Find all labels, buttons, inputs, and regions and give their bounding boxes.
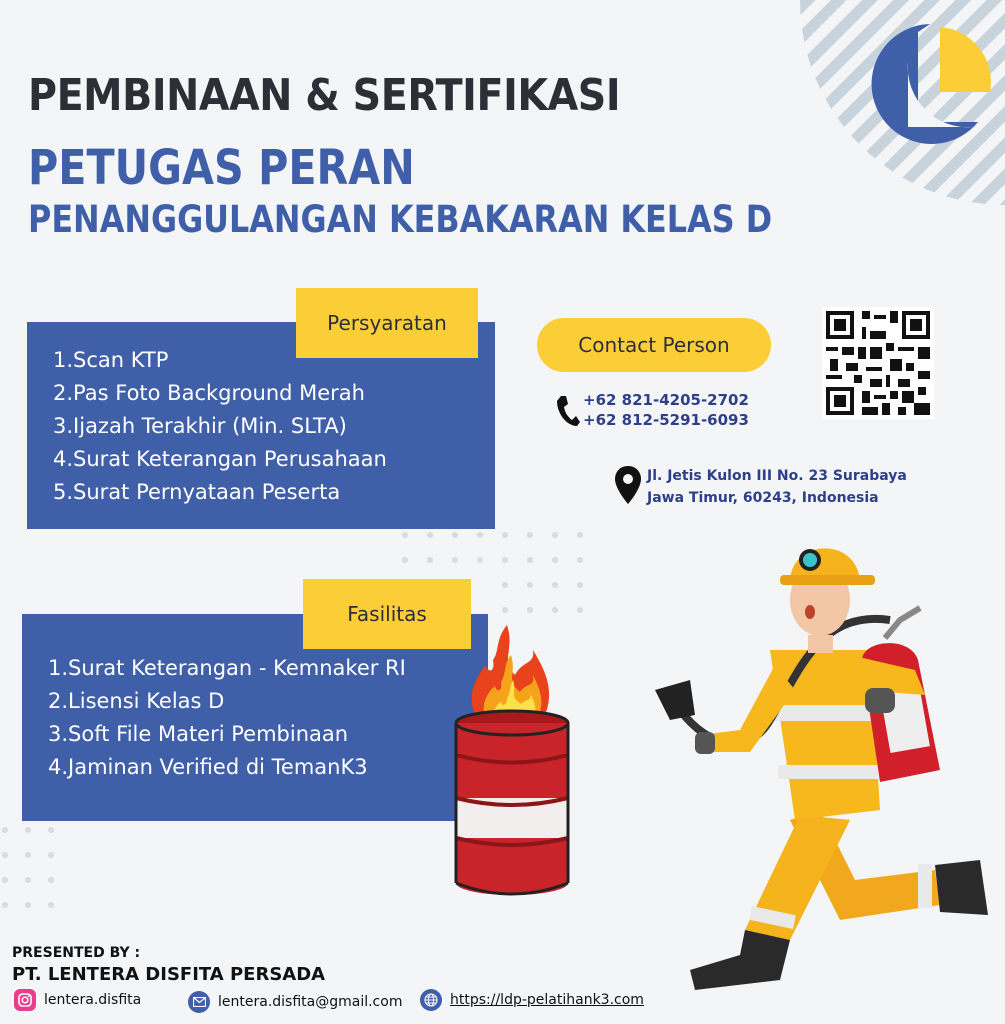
instagram-link[interactable] [14, 989, 141, 1011]
phone-number-1: +62 821-4205-2702 [583, 391, 749, 409]
location-pin-icon [614, 465, 642, 505]
page-subtitle: PETUGAS PERAN [28, 140, 415, 196]
dots-decoration-left [0, 825, 60, 925]
presented-by-label: PRESENTED BY : [12, 945, 141, 961]
phone-icon [555, 394, 581, 428]
email-link[interactable] [188, 991, 402, 1013]
persyaratan-tag: Persyaratan [296, 288, 478, 358]
list-item: 4.Surat Keterangan Perusahaan [53, 447, 387, 471]
website-url: https://ldp-pelatihank3.com [450, 992, 644, 1008]
list-item: 2.Pas Foto Background Merah [53, 381, 365, 405]
firefighter-icon [650, 520, 995, 1010]
address-line-2: Jawa Timur, 60243, Indonesia [647, 490, 879, 506]
page-title: PEMBINAAN & SERTIFIKASI [28, 70, 621, 121]
email-address: lentera.disfita@gmail.com [218, 994, 403, 1010]
list-item: 2.Lisensi Kelas D [48, 689, 225, 713]
list-item: 5.Surat Pernyataan Peserta [53, 480, 341, 504]
list-item: 3.Ijazah Terakhir (Min. SLTA) [53, 414, 347, 438]
list-item: 1.Surat Keterangan - Kemnaker RI [48, 656, 406, 680]
fasilitas-tag: Fasilitas [303, 579, 471, 649]
fire-barrel-icon [445, 620, 580, 905]
qr-code-icon [822, 307, 934, 419]
list-item: 3.Soft File Materi Pembinaan [48, 722, 349, 746]
address-line-1: Jl. Jetis Kulon III No. 23 Surabaya [647, 468, 907, 484]
globe-icon [420, 989, 442, 1011]
website-link[interactable] [420, 989, 644, 1011]
instagram-handle: lentera.disfita [44, 992, 142, 1008]
contact-person-label: Contact Person [537, 318, 771, 372]
fasilitas-list [48, 652, 406, 784]
company-name: PT. LENTERA DISFITA PERSADA [12, 964, 326, 985]
email-icon [188, 991, 210, 1013]
page-subtitle-2: PENANGGULANGAN KEBAKARAN KELAS D [28, 198, 773, 241]
list-item: 4.Jaminan Verified di TemanK3 [48, 755, 368, 779]
logo-icon [868, 22, 993, 147]
phone-number-2: +62 812-5291-6093 [583, 411, 749, 429]
list-item: 1.Scan KTP [53, 348, 169, 372]
dots-decoration [400, 530, 590, 620]
instagram-icon [14, 989, 36, 1011]
persyaratan-list [53, 344, 387, 509]
